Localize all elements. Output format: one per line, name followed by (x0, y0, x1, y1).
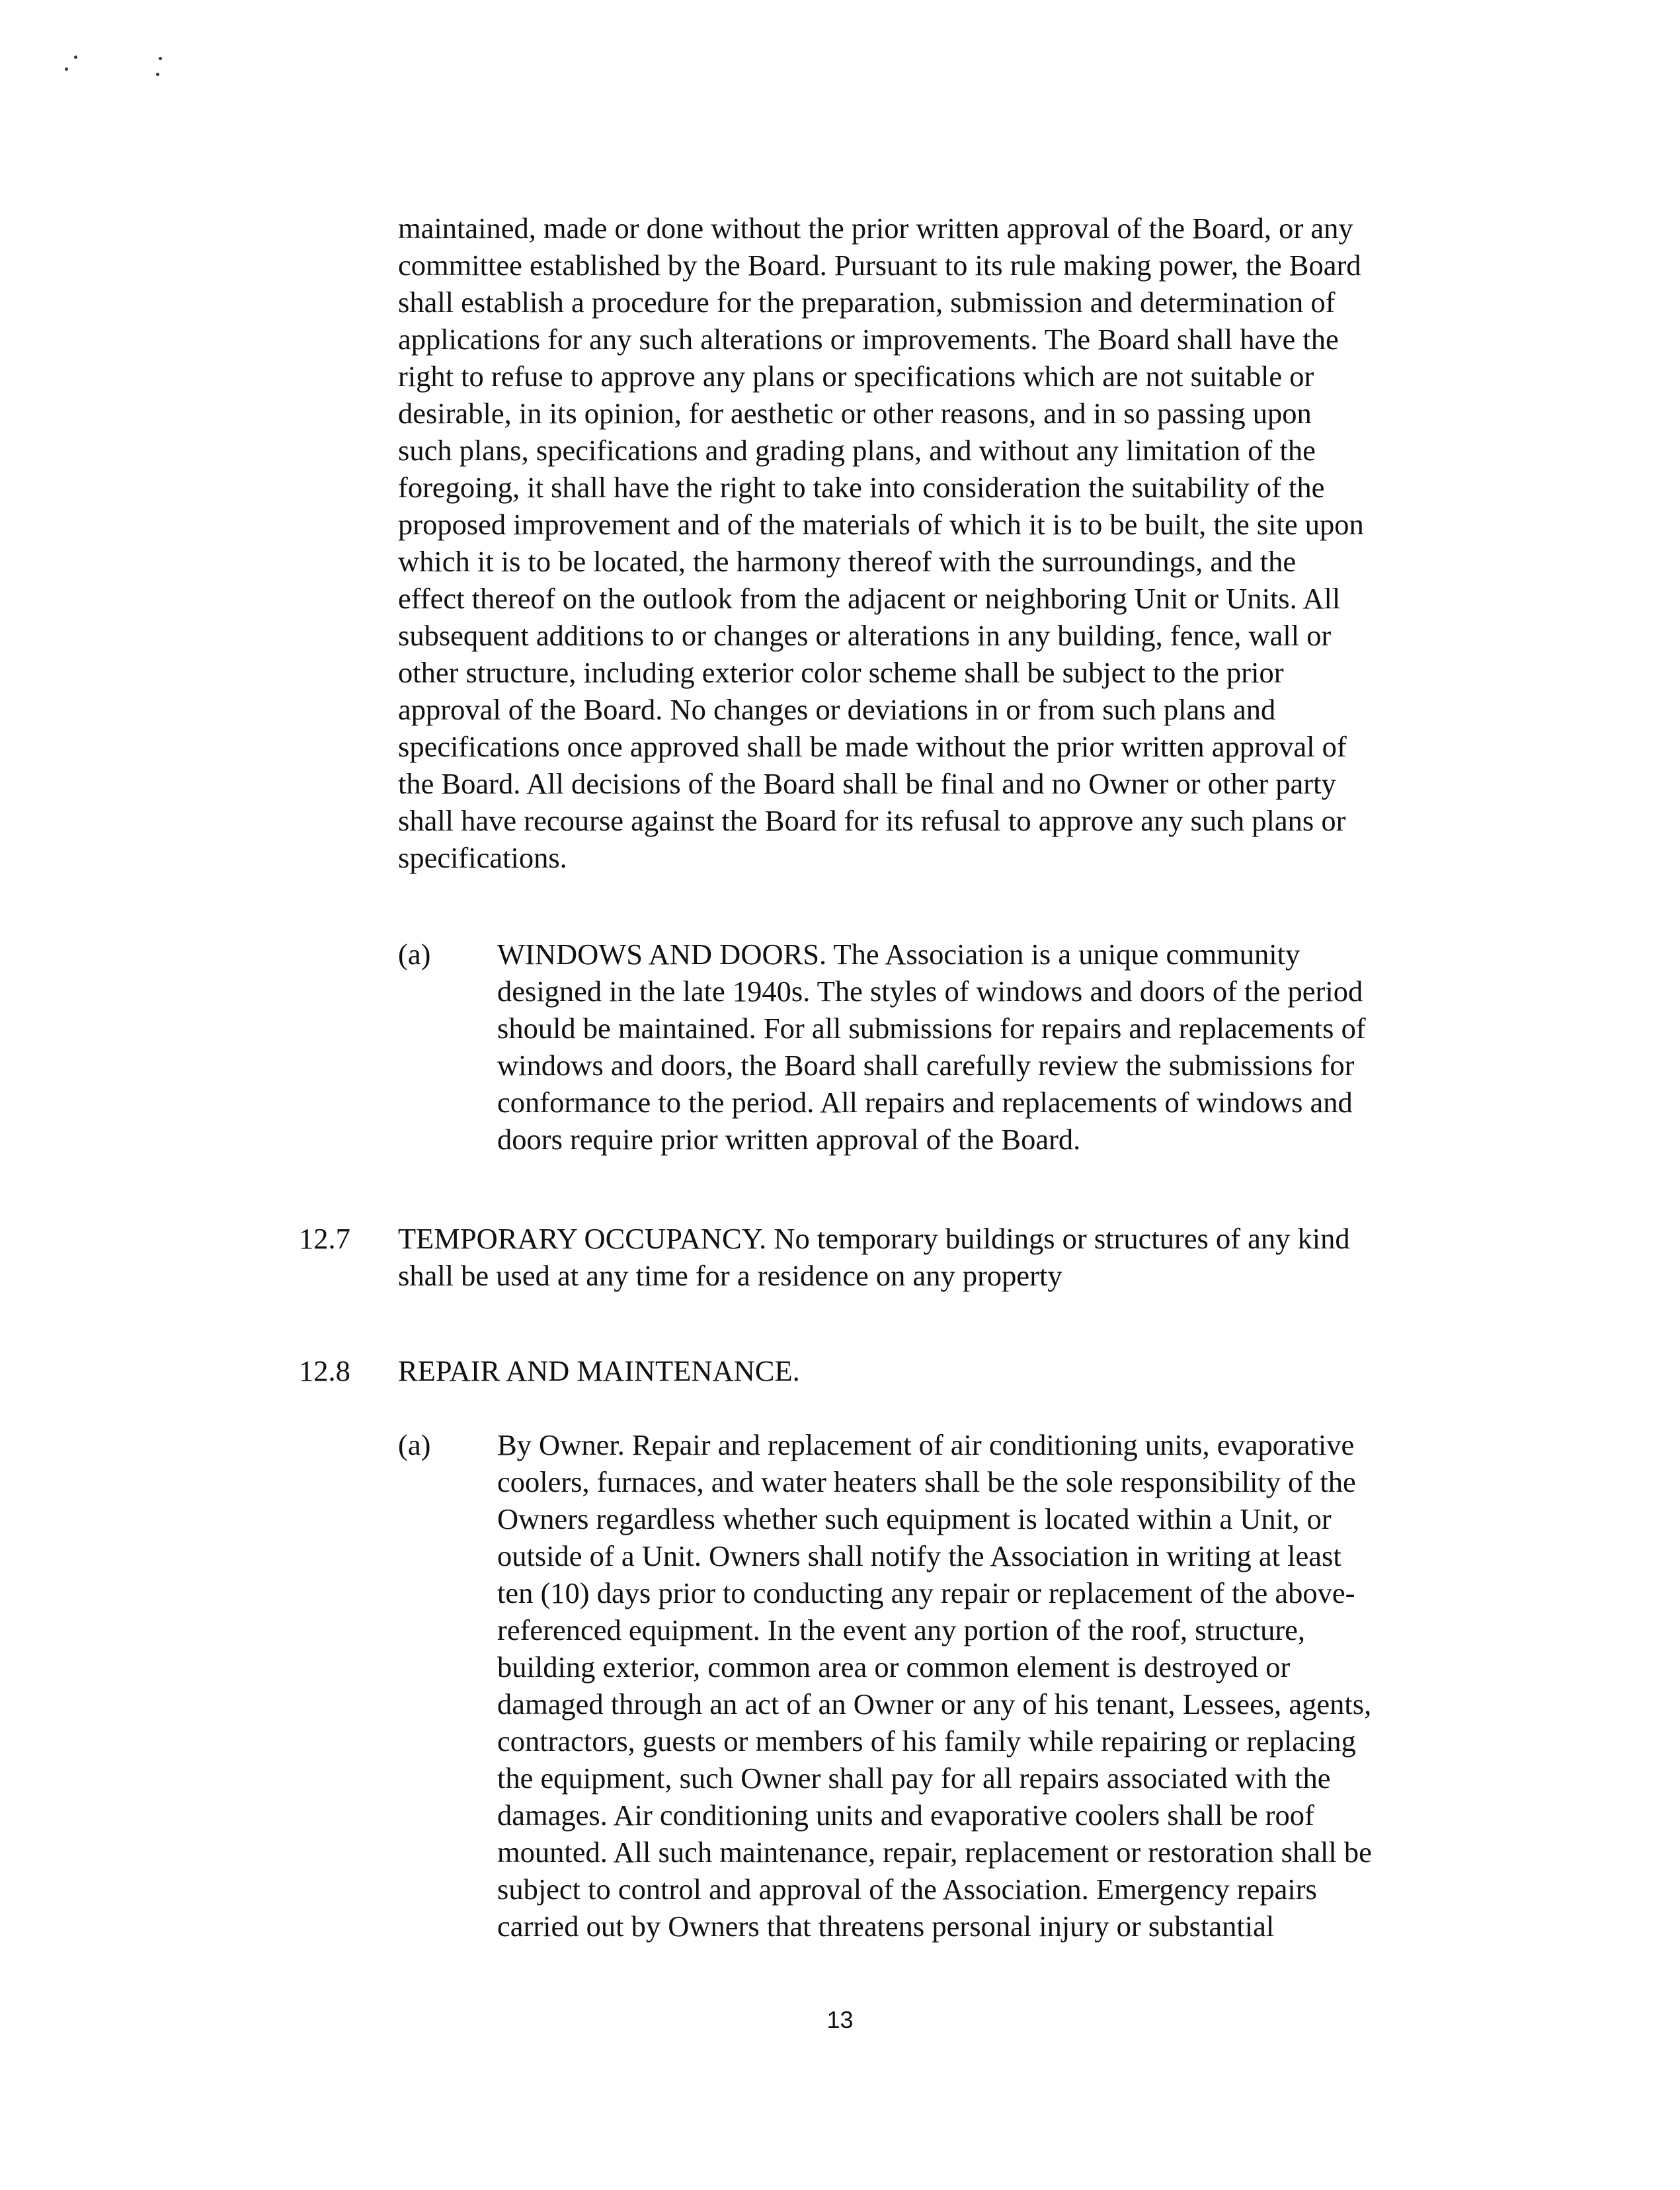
text-line: referenced equipment. In the event any portion of the roof, structure, (497, 1613, 1306, 1646)
section-heading: REPAIR AND MAINTENANCE. (398, 1354, 800, 1387)
text-line: the equipment, such Owner shall pay for all repairs associated with the (497, 1762, 1331, 1795)
text-line: should be maintained. For all submissions for repairs and replacements of (497, 1012, 1366, 1045)
text-line: windows and doors, the Board shall carefully review the submissions for (497, 1049, 1355, 1082)
text-line: subsequent additions to or changes or alterations in any building, fence, wall or (398, 619, 1332, 652)
text-line: applications for any such alterations or improvements. The Board shall have the (398, 323, 1339, 356)
text-line: subject to control and approval of the Association. Emergency repairs (497, 1873, 1317, 1906)
text-line: conformance to the period. All repairs and replacements of windows and (497, 1086, 1353, 1119)
subsection-label: (a) (398, 938, 431, 971)
text-line: shall have recourse against the Board for its refusal to approve any such plans or (398, 804, 1346, 837)
repair-maintenance-heading (398, 1352, 1496, 1389)
windows-doors-subsection (497, 936, 1496, 1158)
scan-specks (46, 53, 179, 93)
text-line: which it is to be located, the harmony thereof with the surroundings, and the (398, 545, 1297, 578)
text-line: specifications once approved shall be made without the prior written approval of (398, 730, 1347, 763)
scan-speck (156, 73, 159, 76)
by-owner-subsection (497, 1426, 1496, 1945)
text-line: committee established by the Board. Pursuant to its rule making power, the Board (398, 249, 1361, 282)
scan-speck (159, 57, 162, 60)
text-line: other structure, including exterior color scheme shall be subject to the prior (398, 656, 1284, 689)
text-line: coolers, furnaces, and water heaters shall be the sole responsibility of the (497, 1465, 1356, 1498)
text-line: proposed improvement and of the materials of which it is to be built, the site upon (398, 508, 1364, 541)
text-line: contractors, guests or members of his family while repairing or replacing (497, 1724, 1356, 1758)
text-line: WINDOWS AND DOORS. The Association is a unique community (497, 938, 1300, 971)
page-number: 13 (826, 2006, 854, 2033)
subsection-label: (a) (398, 1428, 431, 1461)
text-line: right to refuse to approve any plans or specifications which are not suitable or (398, 360, 1314, 393)
text-line: outside of a Unit. Owners shall notify the Association in writing at least (497, 1539, 1341, 1572)
text-line: specifications. (398, 841, 567, 874)
text-line: effect thereof on the outlook from the adjacent or neighboring Unit or Units. All (398, 582, 1341, 615)
text-line: building exterior, common area or common element is destroyed or (497, 1650, 1291, 1683)
text-line: shall be used at any time for a residence on any property (398, 1259, 1062, 1292)
text-line: foregoing, it shall have the right to take into consideration the suitability of the (398, 471, 1325, 504)
text-line: approval of the Board. No changes or deviations in or from such plans and (398, 693, 1276, 726)
text-line: TEMPORARY OCCUPANCY. No temporary buildings or structures of any kind (398, 1222, 1350, 1255)
text-line: carried out by Owners that threatens personal injury or substantial (497, 1910, 1275, 1943)
section-number: 12.8 (299, 1354, 350, 1387)
text-line: doors require prior written approval of the Board. (497, 1123, 1081, 1156)
text-line: damages. Air conditioning units and evaporative coolers shall be roof (497, 1799, 1314, 1832)
text-line: By Owner. Repair and replacement of air conditioning units, evaporative (497, 1428, 1355, 1461)
text-line: desirable, in its opinion, for aesthetic or other reasons, and in so passing upon (398, 397, 1312, 430)
text-line: maintained, made or done without the prior written approval of the Board, or any (398, 212, 1353, 245)
intro-paragraph (398, 210, 1496, 876)
text-line: such plans, specifications and grading plans, and without any limitation of the (398, 434, 1316, 467)
temporary-occupancy-section (398, 1220, 1496, 1294)
text-line: damaged through an act of an Owner or any of his tenant, Lessees, agents, (497, 1687, 1372, 1721)
text-line: ten (10) days prior to conducting any repair or replacement of the above- (497, 1576, 1355, 1609)
text-line: the Board. All decisions of the Board shall be final and no Owner or other party (398, 767, 1336, 800)
text-line: designed in the late 1940s. The styles of windows and doors of the period (497, 975, 1363, 1008)
scan-speck (65, 67, 68, 71)
text-line: shall establish a procedure for the preparation, submission and determination of (398, 286, 1336, 319)
text-line: mounted. All such maintenance, repair, replacement or restoration shall be (497, 1836, 1372, 1869)
section-number: 12.7 (299, 1222, 350, 1255)
text-line: Owners regardless whether such equipment is located within a Unit, or (497, 1502, 1332, 1535)
scan-speck (74, 56, 77, 59)
